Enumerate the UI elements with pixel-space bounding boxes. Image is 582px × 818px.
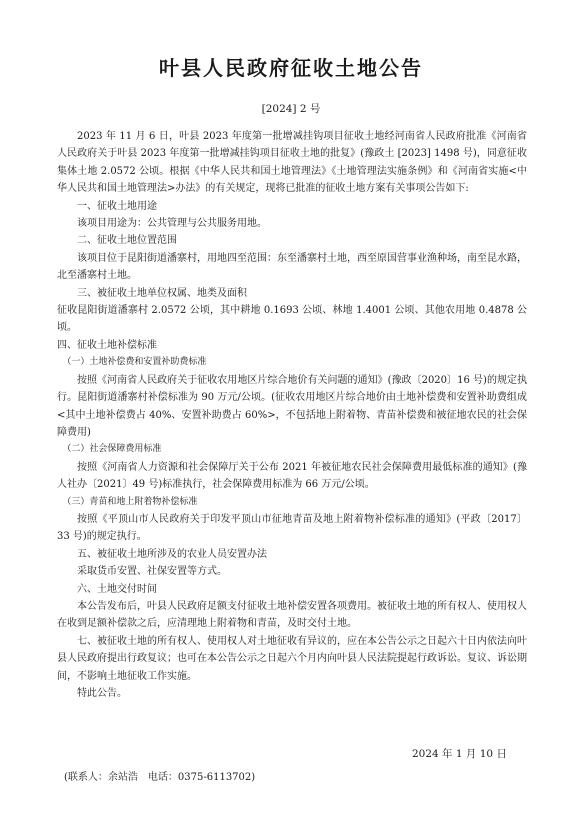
section-4-heading: 四、征收土地补偿标准 [57, 339, 157, 351]
section-6-heading: 六、土地交付时间 [77, 583, 157, 595]
section-4a-heading: （一）土地补偿费和安置补助费标准 [62, 357, 207, 368]
document-number: [2024] 2 号 [261, 103, 321, 115]
section-1-text: 该项目用途为：公共管理与公共服务用地。 [77, 218, 267, 230]
section-2-heading: 二、征收土地位置范围 [77, 235, 177, 247]
section-5-heading: 五、被征收土地所涉及的农业人员安置办法 [77, 548, 267, 560]
section-4a-text: 按照《河南省人民政府关于征收农用地区片综合地价有关问题的通知》(豫政〔2020〕16 号)的规定执行。昆阳街道潘寨村补偿标准为 90 万元/公顷。(征收农用地区片综合地价由土地补偿费和安置补助费组成<其中土地补偿费占 40%、安置补助费占 60%>，不包括地上附着物、青苗补偿费和被征地农民的社会保障费用) [57, 374, 527, 438]
section-5-text: 采取货币安置、社保安置等方式。 [77, 566, 227, 578]
notice-body [57, 128, 527, 702]
section-3-heading: 三、被征收土地单位权属、地类及面积 [77, 287, 247, 299]
closing-line: 特此公告。 [77, 688, 127, 699]
section-7-text: 七、被征收土地的所有权人、使用权人对土地征收有异议的，应在本公告公示之日起六十日内依法向叶县人民政府提出行政复议；也可在本公告公示之日起六个月内向叶县人民法院提起行政诉讼。复议、诉讼期间，不影响土地征收工作实施。 [57, 635, 527, 682]
section-4c-heading: （三）青苗和地上附着物补偿标准 [62, 496, 198, 507]
section-6-text: 本公告发布后，叶县人民政府足额支付征收土地补偿安置各项费用。被征收土地的所有权人、使用权人在收到足额补偿款之后，应清理地上附着物和青苗，及时交付土地。 [57, 600, 527, 630]
section-3-text: 征收昆阳街道潘寨村 2.0572 公顷，其中耕地 0.1693 公顷、林地 1.4001 公顷、其他农用地 0.4878 公顷。 [57, 305, 527, 334]
section-1-heading: 一、征收土地用途 [77, 200, 157, 212]
section-4b-heading: （二）社会保障费用标准 [62, 444, 162, 455]
intro-paragraph: 2023 年 11 月 6 日，叶县 2023 年度第一批增减挂钩项目征收土地经河南省人民政府批准《河南省人民政府关于叶县 2023 年度第一批增减挂钩项目征收土地的批复》(豫政土 [2023] 1498 号)，同意征收集体土地 2.0572 公顷。根据《中华人民共和国土地管理法》《土地管理法实施条例》和《河南省实施<中华人民共和国土地管理法>办法》的有关规定，现将已批准的征收土地方案有关事项公告如下: [57, 131, 527, 195]
section-4b-text: 按照《河南省人力资源和社会保障厅关于公布 2021 年被征地农民社会保障费用最低标准的通知》(豫人社办〔2021〕49 号)标准执行，社会保障费用标准为 66 万元/公顷。 [57, 461, 527, 491]
section-2-text: 该项目位于昆阳街道潘寨村，用地四至范围：东至潘寨村土地，西至原国营事业渔种场，南至昆水路，北至潘寨村土地。 [57, 252, 527, 282]
section-4c-text: 按照《平顶山市人民政府关于印发平顶山市征地青苗及地上附着物补偿标准的通知》(平政〔2017〕33 号)的规定执行。 [57, 513, 527, 543]
notice-title: 叶县人民政府征收土地公告 [159, 56, 423, 80]
notice-date: 2024 年 1 月 10 日 [412, 748, 507, 760]
contact-info: (联系人：余站浩 电话：0375-6113702) [64, 772, 256, 783]
